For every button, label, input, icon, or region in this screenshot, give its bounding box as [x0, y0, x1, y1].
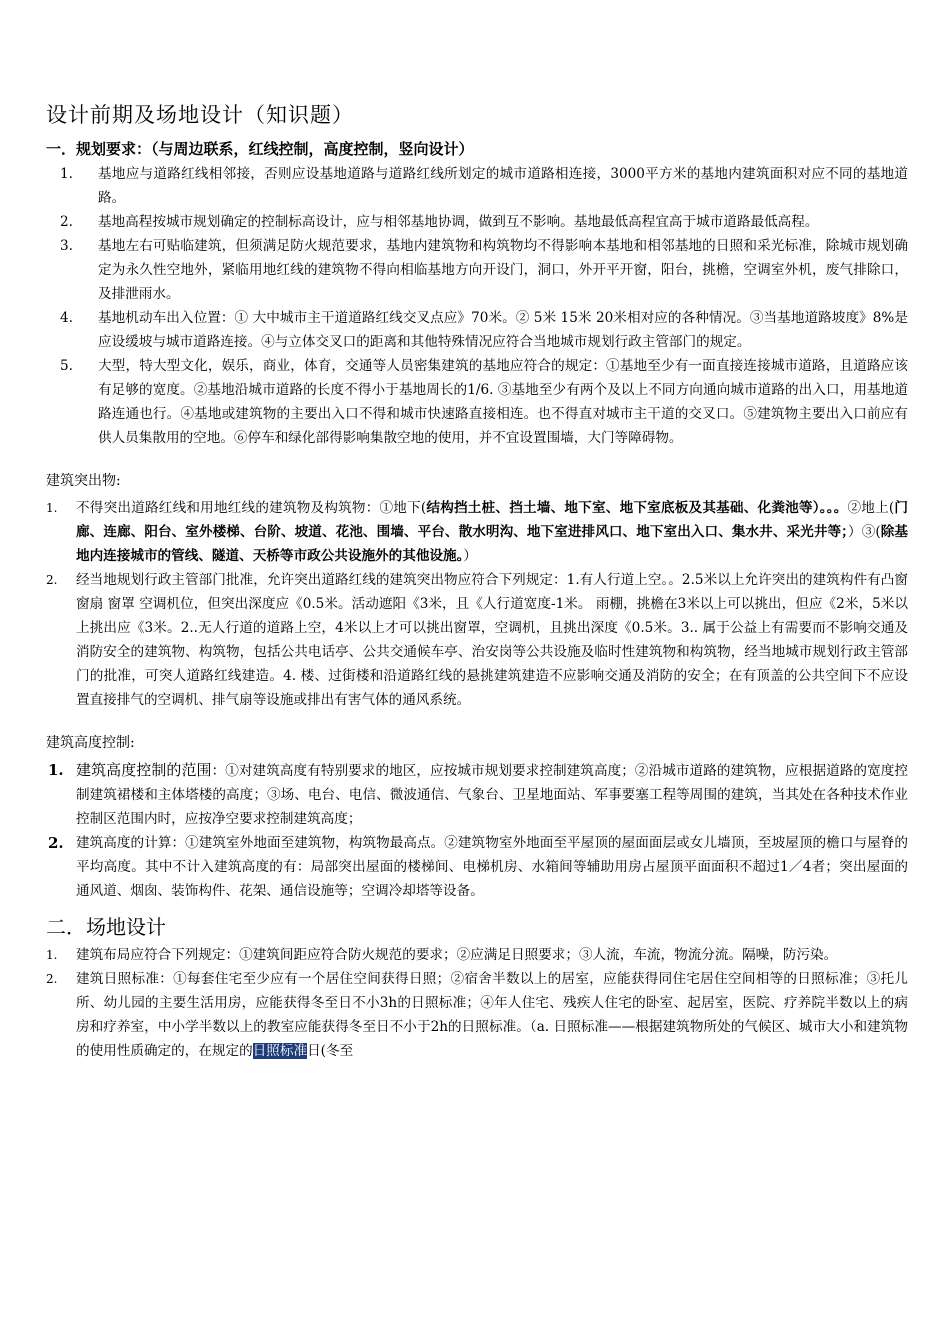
list-item: [46, 568, 908, 712]
bold-run: 门廊、连廊、阳台、室外楼梯、台阶、坡道、花池、围墙、平台、散水明沟、地下室进排风口、地下室出入口、集水井、采光井等；: [76, 500, 908, 540]
bold-run: 除基地内连接城市的管线、隧道、天桥等市政公共设施外的其他设施。: [76, 524, 908, 564]
list-text: 大型，特大型文化，娱乐，商业，体育，交通等人员密集建筑的基地应符合的规定：①基地至少有一面直接连接城市道路，且道路应该有足够的宽度。②基地沿城市道路的长度不得小于基地周长的1/6. ③基地至少有两个及以上不同方向通向城市道路的出入口，用基地道路连通也行。④基地或建筑物的主要出入口不得和城市快速路直接相连。也不得直对城市主干道的交叉口。⑤建筑物主要出入口前应有供人员集散用的空地。⑥停车和绿化部得影响集散空地的使用，并不宜设置围墙，大门等障碍物。: [98, 358, 908, 446]
list-number: 2.: [46, 972, 58, 986]
list-number: 1.: [48, 761, 64, 779]
list-number: 4.: [60, 310, 73, 326]
list-item: [46, 943, 908, 967]
text-run: ）③(: [847, 524, 881, 540]
list-number: 1.: [46, 948, 58, 962]
list-number: 1.: [46, 501, 58, 515]
list-item: [46, 234, 908, 306]
list-item: [46, 831, 908, 903]
list-item: [46, 354, 908, 450]
list-item: [46, 210, 908, 234]
list-text: [76, 496, 908, 568]
list-number: 5.: [60, 358, 73, 374]
text-run: 日(冬至: [307, 1043, 354, 1059]
selected-text-highlight[interactable]: 日照标准: [252, 1043, 308, 1059]
text-run: 不得突出道路红线和用地红线的建筑物及构筑物：①地下(: [76, 500, 427, 516]
text-run: 建筑日照标准：①每套住宅至少应有一个居住空间获得日照；②宿舍半数以上的居室，应能获得同住宅居住空间相等的日照标准；③托儿所、幼儿园的主要生活用房，应能获得冬至日不小3h的日照标准；④年人住宅、残疾人住宅的卧室、起居室，医院、疗养院半数以上的病房和疗养室，中小学半数以上的教室应能获得冬至日不小于2h的日照标准。（a. 日照标准——根据建筑物所处的气候区、城市大小和建筑物的使用性质确定的，在规定的: [76, 971, 908, 1059]
section-heading-planning: 一．规划要求：（与周边联系，红线控制，高度控制，竖向设计）: [46, 140, 474, 158]
list-text: 基地左右可贴临建筑，但须满足防火规范要求，基地内建筑物和构筑物均不得影响本基地和相邻基地的日照和采光标准，除城市规划确定为永久性空地外，紧临用地红线的建筑物不得向相临基地方向开设门，洞口，外开平开窗，阳台，挑檐，空调室外机，废气排除口，及排泄雨水。: [98, 238, 908, 302]
list-text: 基地高程按城市规划确定的控制标高设计，应与相邻基地协调，做到互不影响。基地最低高程宜高于城市道路最低高程。: [98, 214, 819, 230]
list-number: 3.: [60, 238, 73, 254]
document-page: [46, 100, 908, 1063]
list-text: 建筑高度的计算：①建筑室外地面至建筑物，构筑物最高点。②建筑物室外地面至平屋顶的屋面面层或女儿墙顶，至坡屋顶的檐口与屋脊的平均高度。其中不计入建筑高度的有：局部突出屋面的楼梯间、电梯机房、水箱间等辅助用房占屋顶平面面积不超过1／4者；突出屋面的通风道、烟囱、装饰构件、花架、通信设施等；空调冷却塔等设备。: [76, 835, 908, 899]
text-run: ）: [463, 548, 478, 564]
list-text: 建筑布局应符合下列规定：①建筑间距应符合防火规范的要求；②应满足日照要求；③人流，车流，物流分流。隔噪，防污染。: [76, 947, 838, 963]
list-number: 2.: [48, 834, 64, 852]
list-item: [46, 758, 908, 831]
list-item: [46, 306, 908, 354]
text-run: ：①对建筑高度有特别要求的地区，应按城市规划要求控制建筑高度；②沿城市道路的建筑物，应根据道路的宽度控制建筑裙楼和主体塔楼的高度；③场、电台、电信、微波通信、气象台、卫星地面站、军事要塞工程等周围的建筑，当其处在各种技术作业控制区范围内时，应按净空要求控制建筑高度；: [76, 763, 908, 827]
list-item: [46, 162, 908, 210]
document-title: 设计前期及场地设计（知识题）: [46, 103, 354, 127]
subheading-protrusion: 建筑突出物:: [46, 473, 121, 489]
list-item: [46, 496, 908, 568]
list-number: 2.: [60, 214, 73, 230]
list-text: [76, 758, 908, 831]
section-heading-site-design: 二．场地设计: [46, 915, 166, 939]
lead-run: 建筑高度控制的范围: [76, 761, 212, 779]
list-number: 2.: [46, 573, 58, 587]
list-number: 1.: [60, 166, 73, 182]
list-text: [76, 967, 908, 1063]
list-text: 基地机动车出入位置：① 大中城市主干道道路红线交叉点应》70米。② 5米 15米 20米相对应的各种情况。③当基地道路坡度》8%是应设缓坡与城市道路连接。④与立体交叉口的距离和其他特殊情况应符合当地城市规划行政主管部门的规定。: [98, 310, 908, 350]
list-text: 基地应与道路红线相邻接，否则应设基地道路与道路红线所划定的城市道路相连接，3000平方米的基地内建筑面积对应不同的基地道路。: [98, 166, 908, 206]
bold-run: 结构挡土桩、挡土墙、地下室、地下室底板及其基础、化粪池等）。。。: [426, 500, 848, 516]
text-run: ②地上(: [847, 500, 895, 516]
list-text: 经当地规划行政主管部门批准，允许突出道路红线的建筑突出物应符合下列规定：1.有人行道上空。。2.5米以上允许突出的建筑构件有凸窗 窗扇 窗罩 空调机位，但突出深度应《0.5米。活动遮阳《3米，且《人行道宽度-1米。 雨棚，挑檐在3米以上可以挑出，但应《2米，5米以上挑出应《3米。2..无人行道的道路上空，4米以上才可以挑出窗罩，空调机，且挑出深度《0.5米。3.. 属于公益上有需要而不影响交通及消防安全的建筑物、构筑物，包括公共电话亭、公共交通候车亭、治安岗等公共设施及临时性建筑物和构筑物，经当地城市规划行政主管部门的批准，可突人道路红线建造。4. 楼、过街楼和沿道路红线的悬挑建筑建造不应影响交通及消防的安全；在有顶盖的公共空间下不应设置直接排气的空调机、排气扇等设施或排出有害气体的通风系统。: [76, 572, 908, 708]
subheading-height-control: 建筑高度控制:: [46, 735, 135, 751]
list-item: [46, 967, 908, 1063]
